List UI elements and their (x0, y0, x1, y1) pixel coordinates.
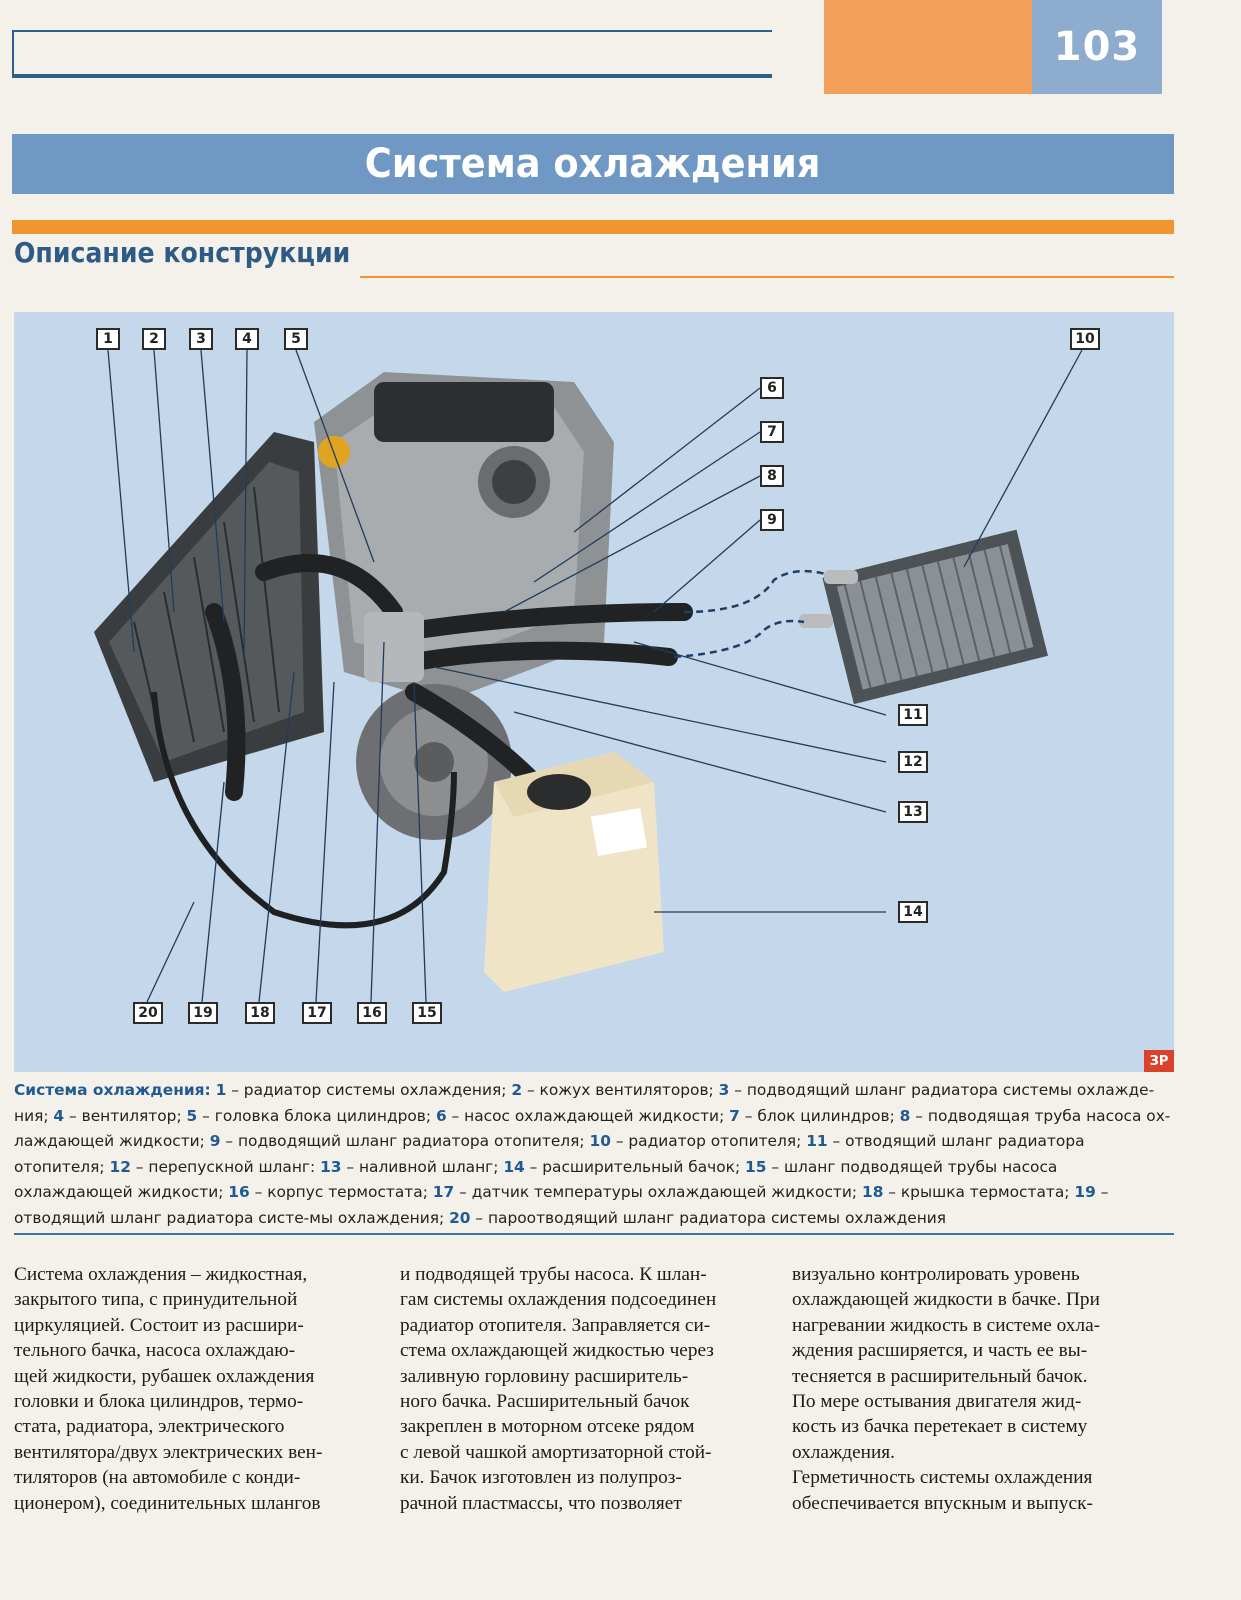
body-line: щей жидкости, рубашек охлаждения (14, 1365, 315, 1387)
body-line: с левой чашкой амортизаторной стой- (400, 1441, 712, 1463)
body-line: закреплен в моторном отсеке рядом (400, 1416, 695, 1438)
body-line: визуально контролировать уровень (792, 1264, 1080, 1285)
caption-item-number: 12 (109, 1157, 131, 1176)
callout-12: 12 (898, 751, 928, 773)
body-line: тесняется в расширительный бачок. (792, 1365, 1088, 1387)
caption-item-number: 4 (53, 1106, 65, 1125)
body-line: ждения расширяется, и часть ее вы- (792, 1340, 1088, 1362)
caption-item-text: отводящий шланг радиатора отопителя; (14, 1132, 1085, 1176)
body-line: охлаждающей жидкости в бачке. При (792, 1289, 1100, 1311)
callout-13: 13 (898, 801, 928, 823)
callout-1: 1 (96, 328, 120, 350)
callout-17: 17 (302, 1002, 332, 1024)
caption-item-text: наливной шланг; (358, 1157, 499, 1176)
caption-item-number: 5 (186, 1106, 198, 1125)
body-line: циркуляцией. Состоит из расшири- (14, 1314, 304, 1336)
page-number: 103 (1053, 24, 1141, 70)
callout-16: 16 (357, 1002, 387, 1024)
callout-2: 2 (142, 328, 166, 350)
callout-5: 5 (284, 328, 308, 350)
figure-caption: Система охлаждения: 1 – радиатор системы охлаждения; 2 – кожух вентиляторов; 3 – подводящий шланг радиатора системы охлажде-ния; 4 – вентилятор; 5 – головка блока цилиндров; 6 – насос охлаждающей жидкости; 7 – блок цилиндров; 8 – подводящая труба насоса ох-лаждающей жидкости; 9 – подводящий шланг радиатора отопителя; 10 – радиатор отопителя; 11 – отводящий шланг радиатора отопителя; 12 – перепускной шланг: 13 – наливной шланг; 14 – расширительный бачок; 15 – шланг подводящей трубы насоса охлаждающей жидкости; 16 – корпус термостата; 17 – датчик температуры охлаждающей жидкости; 18 – крышка термостата; 19 – отводящий шланг радиатора систе-мы охлаждения; 20 – пароотводящий шланг радиатора системы охлаждения (14, 1081, 1171, 1227)
body-line: Герметичность системы охлаждения (792, 1467, 1093, 1489)
caption-item-text: расширительный бачок; (542, 1157, 741, 1176)
caption-item-number: 10 (589, 1132, 611, 1151)
caption-item-number: 18 (861, 1183, 884, 1202)
callout-19: 19 (188, 1002, 218, 1024)
caption-item-text: подводящий шланг радиатора отопителя; (237, 1132, 585, 1151)
section-title: Описание конструкции (14, 236, 351, 269)
callout-20: 20 (133, 1002, 163, 1024)
title-bar (12, 134, 1174, 194)
caption-item-number: 11 (806, 1132, 828, 1151)
body-line: тиляторов (на автомобиле с конди- (14, 1467, 301, 1489)
caption-item-number: 2 (511, 1081, 523, 1099)
callout-4: 4 (235, 328, 259, 350)
header-rule (12, 74, 772, 78)
caption-rule (14, 1233, 1174, 1235)
caption-item-text: отводящий шланг радиатора систе-мы охлаждения; (14, 1208, 445, 1227)
body-line: обеспечивается впускным и выпуск- (792, 1492, 1093, 1514)
body-line: ки. Бачок изготовлен из полупроз- (400, 1467, 682, 1489)
callout-15: 15 (412, 1002, 442, 1024)
page-number-box (1032, 0, 1162, 94)
caption-item-number: 8 (899, 1106, 911, 1125)
callout-18: 18 (245, 1002, 275, 1024)
body-line: закрытого типа, с принудительной (14, 1289, 298, 1311)
section-rule (360, 276, 1174, 278)
header-orange-block (824, 0, 1032, 94)
caption-item-number: 7 (729, 1106, 740, 1125)
callout-9: 9 (760, 509, 784, 531)
caption-item-text: радиатор системы охлаждения; (243, 1081, 507, 1099)
body-column-3 (792, 1262, 1156, 1516)
callout-6: 6 (760, 377, 784, 399)
body-line: головки и блока цилиндров, термо- (14, 1391, 304, 1413)
body-line: кость из бачка перетекает в систему (792, 1416, 1088, 1438)
caption-item-text: перепускной шланг: (148, 1157, 316, 1176)
caption-item-number: 19 (1074, 1183, 1096, 1202)
caption-item-number: 17 (432, 1183, 455, 1202)
body-line: вентилятора/двух электрических вен- (14, 1441, 323, 1463)
body-line: тельного бачка, насоса охлаждаю- (14, 1340, 296, 1362)
body-line: охлаждения. (792, 1441, 895, 1463)
caption-item-text: подводящий шланг радиатора системы охлажде-ния; (14, 1081, 1155, 1125)
callout-3: 3 (189, 328, 213, 350)
callout-8: 8 (760, 465, 784, 487)
caption-item-text: кожух вентиляторов; (539, 1081, 714, 1099)
caption-item-text: шланг подводящей трубы насоса охлаждающей жидкости; (14, 1157, 1058, 1202)
caption-item-text: насос охлаждающей жидкости; (464, 1106, 725, 1125)
caption-item-number: 1 (215, 1081, 227, 1099)
callout-14: 14 (898, 901, 928, 923)
body-line: нагревании жидкость в системе охла- (792, 1314, 1101, 1336)
body-line: ционером), соединительных шлангов (14, 1492, 321, 1514)
page-title: Система охлаждения (365, 141, 821, 187)
caption-item-text: подводящая труба насоса ох-лаждающей жидкости; (14, 1106, 1171, 1151)
body-line: ного бачка. Расширительный бачок (400, 1391, 690, 1413)
caption-item-text: блок цилиндров; (757, 1106, 895, 1125)
caption-item-text: радиатор отопителя; (628, 1132, 802, 1151)
callout-7: 7 (760, 421, 784, 443)
body-line: заливную горловину расширитель- (400, 1365, 689, 1387)
body-column-1 (14, 1262, 378, 1516)
body-column-2 (400, 1262, 764, 1516)
caption-item-number: 9 (209, 1132, 221, 1151)
caption-item-text: головка блока цилиндров; (214, 1106, 432, 1125)
caption-item-number: 16 (228, 1183, 250, 1202)
publisher-badge: ЗР (1144, 1050, 1174, 1072)
body-line: стема охлаждающей жидкостью через (400, 1340, 714, 1362)
body-line: стата, радиатора, электрического (14, 1416, 285, 1438)
caption-item-text: датчик температуры охлаждающей жидкости; (471, 1183, 858, 1202)
caption-item-text: вентилятор; (81, 1106, 182, 1125)
callout-11: 11 (898, 704, 928, 726)
caption-item-number: 14 (503, 1157, 525, 1176)
title-underline (12, 220, 1174, 234)
engine-illustration (14, 312, 1174, 1072)
body-line: и подводящей трубы насоса. К шлан- (400, 1264, 707, 1285)
caption-item-text: пароотводящий шланг радиатора системы охлаждения (487, 1208, 947, 1227)
caption-item-text: крышка термостата; (900, 1183, 1070, 1202)
caption-item-text: корпус термостата; (267, 1183, 428, 1202)
caption-item-number: 15 (745, 1157, 767, 1176)
caption-item-number: 13 (320, 1157, 342, 1176)
body-line: гам системы охлаждения подсоединен (400, 1289, 717, 1311)
caption-item-number: 3 (718, 1081, 730, 1099)
caption-item-number: 20 (449, 1208, 471, 1227)
header-frame (12, 30, 772, 78)
body-line: Система охлаждения – жидкостная, (14, 1264, 308, 1285)
body-line: радиатор отопителя. Заправляется си- (400, 1314, 711, 1336)
body-line: рачной пластмассы, что позволяет (400, 1492, 682, 1514)
callout-10: 10 (1070, 328, 1100, 350)
caption-item-number: 6 (435, 1106, 447, 1125)
caption-lead: Система охлаждения: (14, 1081, 211, 1099)
body-line: По мере остывания двигателя жид- (792, 1391, 1082, 1413)
cooling-system-figure (14, 312, 1174, 1072)
